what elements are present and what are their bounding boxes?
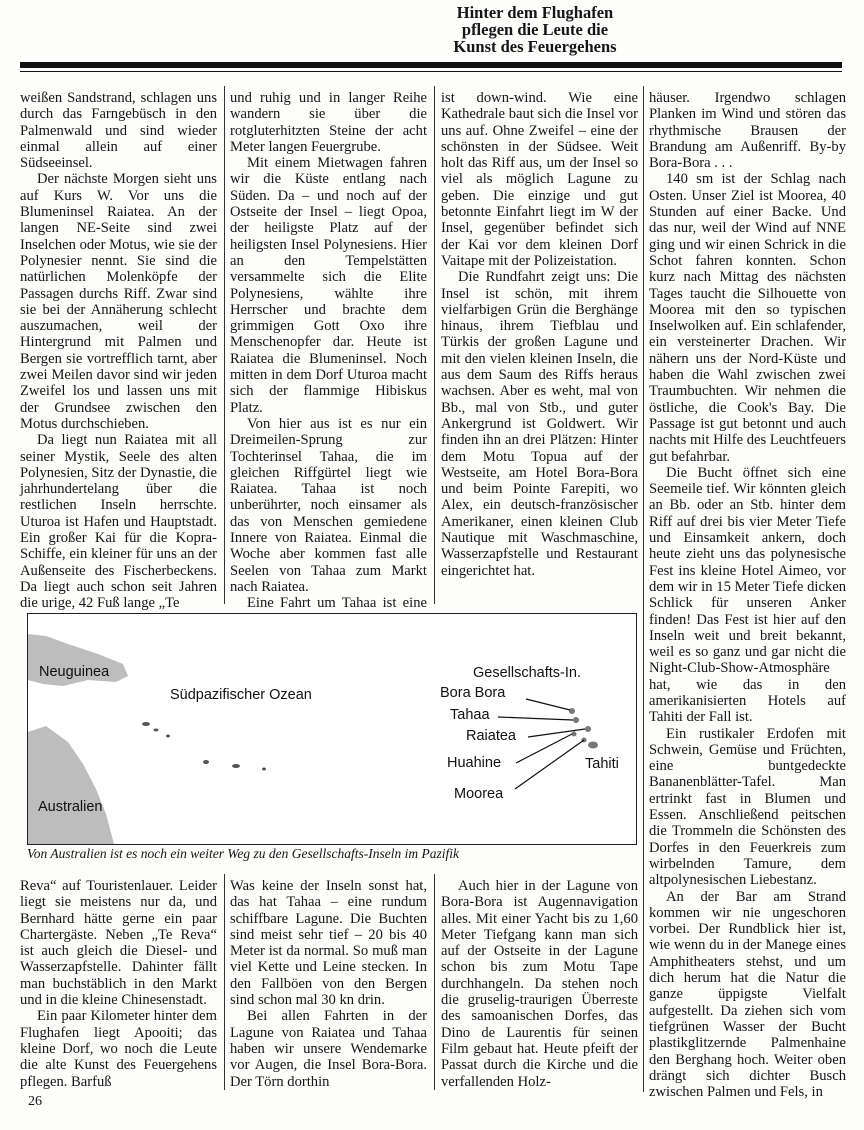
- body-paragraph: Reva“ auf Touristenlauer. Leider liegt sie meistens nur da, und Bernhard hätte gerne ein paar Chartergäste. Neben „Te Reva“ ist auch gleich die Diesel- und Wasserzapfstelle. Dahinter fällt man buchstäblich in den Markt und in die kleine Chinesenstadt.: [20, 878, 217, 1009]
- body-paragraph: 140 sm ist der Schlag nach Osten. Unser Ziel ist Moorea, 40 Stunden auf einer Backe. Und das nur, weil der Wind auf NNE ging und wir einen Schrick in die Schot fahren konnten. Schon kurz nach Mittag des nächsten Tages taucht die Silhouette von Moorea mit den so typischen Inselwolken auf. Ein schlafender, ein versteinerter Drachen. Wir nähern uns der Nord-Küste und haben die Wahl zwischen zwei Traumbuchten. Wir nehmen die östliche, die Cook's Bay. Die Passage ist gut betonnt und auch nachts mit Hilfe des Leuchtfeuers gut befahrbar.: [649, 171, 846, 465]
- society-islands: [569, 708, 598, 749]
- body-paragraph: und ruhig und in langer Reihe wandern sie über die rotgluterhitzten Steine der acht Meter langen Feuergrube.: [230, 90, 427, 155]
- body-paragraph: Mit einem Mietwagen fahren wir die Küste entlang nach Süden. Da – und noch auf der Ostseite der Insel – liegt Opoa, der heiligste Platz auf der heiligsten Insel Polynesiens. Hier an den Tempelstätten versammelte sich die Elite Polynesiens, wählte ihre Herrscher und brachte dem grimmigen Gott Oxo ihre Menschenopfer dar. Heute ist Raiatea die Blumeninsel. Noch mitten in dem Dorf Uturoa macht sich der flammige Hibiskus Platz.: [230, 155, 427, 416]
- body-paragraph: Auch hier in der Lagune von Bora-Bora ist Augennavigation alles. Mit einer Yacht bis zu 1,60 Meter Tiefgang kann man sich auf der Ostseite in der Lagune schon bis zum Motu Tape durchhangeln. Da stehen noch die gruselig-traurigen Überreste des samoanischen Dorfes, das Dino de Laurentis für seinen Film gebaut hat. Heute pfeift der Passat durch die Kirche und die verfallenden Holz-: [441, 878, 638, 1090]
- column-divider: [643, 86, 644, 1092]
- column-divider: [224, 874, 225, 1090]
- pacific-islands: [142, 722, 266, 771]
- body-paragraph: Bei allen Fahrten in der Lagune von Raiatea und Tahaa haben wir unsere Wendemarke vor Augen, die Insel Bora-Bora. Der Törn dorthin: [230, 1008, 427, 1090]
- body-paragraph: An der Bar am Strand kommen wir nie ungeschoren vorbei. Der Rundblick hier ist, wie wenn du in der Manege eines Amphitheaters stehst, und um dich herum hat die Natur die ganze üppigste Vielfalt aufgestellt. Da ziehen sich vom tiefgrünen Wasser der Bucht plastikglitzernde Palmenhaine den Berghang hoch. Weiter oben drängt sich dichter Busch zwischen Palmen und Fels, in: [649, 888, 846, 1101]
- column-divider: [224, 86, 225, 604]
- map-label-society-islands: Gesellschafts-In.: [473, 665, 581, 681]
- headline-line: Hinter dem Flughafen: [456, 3, 614, 22]
- headline-line: pflegen die Leute die: [461, 20, 609, 39]
- body-paragraph: Ein rustikaler Erdofen mit Schwein, Gemüse und Früchten, eine buntgedeckte Bananenblätter-Tafel. Man ertrinkt fast in Blumen und Essen. Anschließend peitschen die Trommeln die Schönsten des Dorfes in den Feuerkreis zum wirbelnden Tamure, dem altpolynesischen Liebestanz.: [649, 725, 846, 889]
- map-label-tahaa: Tahaa: [450, 707, 490, 723]
- map-label-huahine: Huahine: [447, 755, 502, 771]
- text-column-4: [649, 90, 846, 1101]
- column-divider: [434, 86, 435, 604]
- text-column-1: [20, 90, 217, 612]
- map-label-neuguinea: Neuguinea: [39, 664, 110, 680]
- page-number: 26: [28, 1094, 42, 1109]
- map-label-australien: Australien: [38, 799, 103, 815]
- map-label-tahiti: Tahiti: [585, 756, 619, 772]
- article-headline: [440, 4, 630, 55]
- map-figure: [27, 613, 637, 845]
- column-divider: [434, 874, 435, 1090]
- body-paragraph: Da liegt nun Raiatea mit all seiner Mystik, Seele des alten Polynesien, Sitz der Dynastie, die jahrhundertelang über die restlichen Inseln herrschte. Uturoa ist Hafen und Hauptstadt. Ein großer Kai für die Kopra-Schiffe, ein kleiner für uns an der Außenseite des Fischerbeckens. Da liegt auch schon seit Jahren die urige, 42 Fuß lange „Te: [20, 432, 217, 612]
- map-label-bora-bora: Bora Bora: [440, 685, 506, 701]
- body-paragraph: häuser. Irgendwo schlagen Planken im Wind und stören das rhythmische Brausen der Brandung am Außenriff. By-by Bora-Bora . . .: [649, 90, 846, 172]
- text-column-bottom-2: [230, 878, 427, 1098]
- body-paragraph: Die Rundfahrt zeigt uns: Die Insel ist schön, mit ihrem vielfarbigen Grün die Berghänge hinaus, ihrem Tiefblau und Türkis der großen Lagune und mit den vielen kleinen Inseln, die aus dem Saum des Riffs heraus wachsen. Aber es weht, mal von Bb., mal von Stb., und guter Ankergrund ist Goldwert. Wir finden ihn an drei Plätzen: Hinter dem Motu Topua auf der Westseite, am Hotel Bora-Bora und beim Pointe Farepiti, wo Alex, ein deutsch-französischer Amerikaner, einen kleinen Club Nautique mit Waschmaschine, Wasserzapfstelle und Restaurant eingerichtet hat.: [441, 269, 638, 579]
- map-caption: Von Australien ist es noch ein weiter Weg zu den Gesellschafts-Inseln im Pazifik: [27, 846, 459, 861]
- text-column-3: [441, 90, 638, 605]
- map-label-moorea: Moorea: [454, 786, 504, 802]
- text-column-bottom-3: [441, 878, 638, 1098]
- body-paragraph: weißen Sandstrand, schlagen uns durch das Farngebüsch in den Palmenwald und sind wieder einmal allein auf einer Südseeinsel.: [20, 90, 217, 172]
- body-paragraph: Ein paar Kilometer hinter dem Flughafen liegt Apooiti; das kleine Dorf, wo noch die Leute die alte Kunst des Feuergehens pflegen. Barfuß: [20, 1008, 217, 1090]
- australia-landmass: [28, 726, 114, 844]
- body-paragraph: Eine Fahrt um Tahaa ist eine: [247, 595, 427, 612]
- header-rule-thin: [20, 71, 842, 72]
- map-label-raiatea: Raiatea: [466, 728, 516, 744]
- map-graphic: [28, 614, 636, 844]
- body-paragraph: Von hier aus ist es nur ein Dreimeilen-Sprung zur Tochterinsel Tahaa, die im gleichen Riffgürtel liegt wie Raiatea. Tahaa ist noch unberührter, noch einsamer als das von Menschen gemiedene Innere von Raiatea. Einmal die Woche aber kommen fast alle Seelen von Tahaa zum Markt nach Raiatea.: [230, 415, 427, 595]
- body-paragraph: Was keine der Inseln sonst hat, das hat Tahaa – eine rundum schiffbare Lagune. Die Buchten sind meist sehr tief – 20 bis 40 Meter ist da normal. So muß man viel Kette und Leine stecken. In den Fallböen von den Bergen sind schon mal 30 kn drin.: [230, 878, 427, 1009]
- text-column-2: [230, 90, 427, 612]
- body-paragraph: ist down-wind. Wie eine Kathedrale baut sich die Insel vor uns auf. Ohne Zweifel – eine der schönsten in der Südsee. Weit holt das Riff aus, um der Insel so viel als möglich Lagune zu geben. Die einzige und gut betonnte Einfahrt liegt im W der Insel, gegenüber befindet sich der Kai vor dem kleinen Dorf Vaitape mit der Polizeistation.: [441, 90, 638, 269]
- headline-line: Kunst des Feuergehens: [453, 37, 617, 56]
- header-rule-thick: [20, 62, 842, 68]
- body-paragraph: Die Bucht öffnet sich eine Seemeile tief. Wir könnten gleich an Bb. oder an Stb. hinter dem Riff auf drei bis vier Meter Tiefe und Einsamkeit ankern, doch heute zieht uns das polynesische Fest ins kleine Hotel Aimeo, vor dem wir in 15 Meter Tiefe dicken Schlick für unseren Anker finden! Das Fest ist hier auf den Inseln weit und breit bekannt, weil es so ganz und gar nicht die Night-Club-Show-Atmosphäre hat, wie das in den amerikanisierten Hotels auf Tahiti der Fall ist.: [649, 464, 846, 726]
- text-column-bottom-1: [20, 878, 217, 1098]
- body-paragraph: Der nächste Morgen sieht uns auf Kurs W. Vor uns die Blumeninsel Raiatea. An der langen NE-Seite sind zwei Inselchen oder Motus, wie sie der Polynesier nennt. Sie sind die natürlichen Molenköpfe der Passagen durchs Riff. Zwar sind sie bei der Annäherung schlecht auszumachen, weil der Hintergrund mit Palmen und Bergen sie vortrefflich tarnt, aber zwei Meilen davor sind wir jeden Zweifel los und lassen uns mit der Grundsee zwischen den Motus durchschieben.: [20, 171, 217, 432]
- map-label-ocean: Südpazifischer Ozean: [170, 687, 312, 703]
